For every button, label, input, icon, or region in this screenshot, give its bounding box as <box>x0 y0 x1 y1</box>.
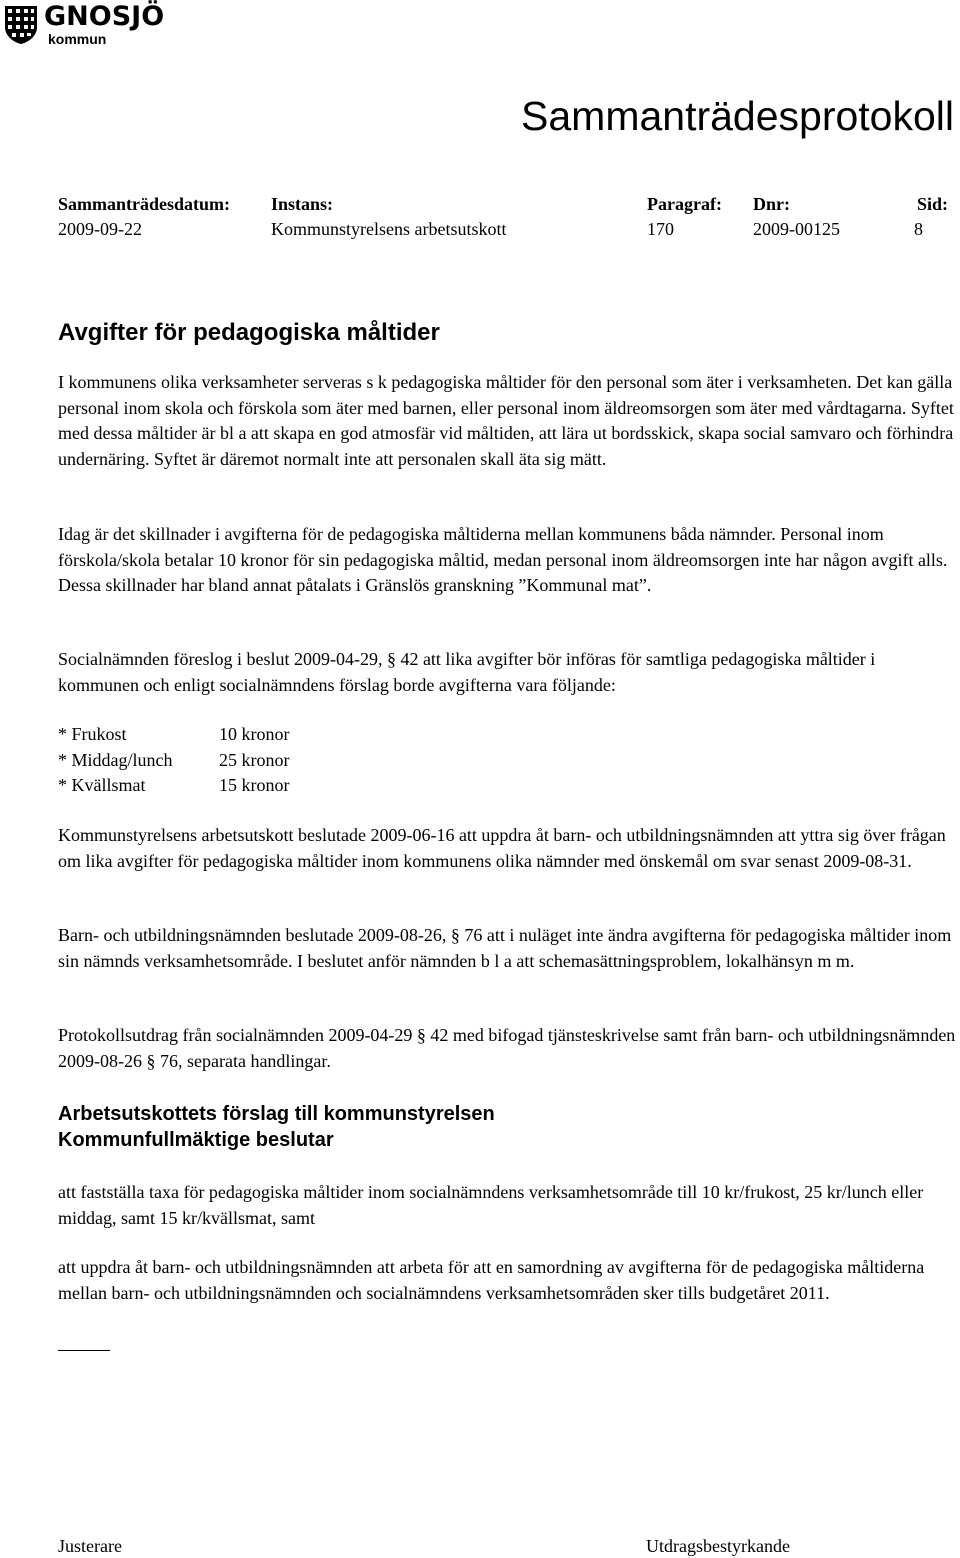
paragraph-education-committee: Barn- och utbildningsnämnden beslutade 2009-08-26, § 76 att i nuläget inte ändra avgifterna för pedagogiska måltider inom sin nämnds verksamhetsområde. I beslutet anför nämnden b l a att schemasättningsproblem, lokalhänsyn m m. <box>58 925 952 971</box>
paragraph-value: 170 <box>647 219 674 239</box>
body-value: Kommunstyrelsens arbetsutskott <box>271 219 507 239</box>
meeting-date-label: Sammanträdesdatum: <box>58 194 231 214</box>
fee-amount: 15 kronor <box>219 775 290 796</box>
municipal-crest-icon <box>4 5 38 45</box>
footer-justerare: Justerare <box>58 1536 122 1556</box>
end-rule <box>58 1350 110 1351</box>
fee-amount: 25 kronor <box>219 749 290 770</box>
proposal-heading: Arbetsutskottets förslag till kommunstyrelsen <box>58 1103 495 1125</box>
fee-row <box>58 773 290 799</box>
paragraph-label: Paragraf: <box>647 194 722 214</box>
decision-heading: Kommunfullmäktige beslutar <box>58 1129 334 1151</box>
page-label: Sid: <box>916 194 948 214</box>
paragraph-background: I kommunens olika verksamheter serveras s k pedagogiska måltider för den personal som äter i verksamheten. Det kan gälla personal inom skola och förskola som äter med barnen, eller personal inom äldreomsorgen som äter med vårdtagarna. Syftet med dessa måltider är bl a att skapa en god atmosfär vid måltiden, att lära ut bordsskick, skapa social samvaro och förhindra undernäring. Syftet är däremot normalt inte att personalen skall äta sig mätt. <box>58 372 954 469</box>
section-heading: Avgifter för pedagogiska måltider <box>58 319 440 346</box>
body-label: Instans: <box>271 194 334 214</box>
meeting-date-value: 2009-09-22 <box>58 219 142 239</box>
municipality-logo <box>4 3 179 51</box>
case-number-label: Dnr: <box>753 194 790 214</box>
logo-brand-subtitle: kommun <box>48 31 107 47</box>
decision-item-coordination: att uppdra åt barn- och utbildningsnämnden att arbeta för att en samordning av avgifterna för de pedagogiska måltiderna mellan barn- och utbildningsnämnden och socialnämndens verksamhetsområden sker tills budgetåret 2011. <box>58 1257 925 1303</box>
fee-item: * Frukost <box>58 724 127 744</box>
paragraph-differences: Idag är det skillnader i avgifterna för de pedagogiska måltiderna mellan kommunens båda nämnder. Personal inom förskola/skola betalar 10 kronor för sin pedagogiska måltid, medan personal inom äldreomsorgen inte har någon avgift alls. Dessa skillnader har bland annat påtalats i Gränslös granskning ”Kommunal mat”. <box>58 524 948 596</box>
fee-row <box>58 748 290 774</box>
fee-item: * Kvällsmat <box>58 775 146 796</box>
paragraph-social-committee: Socialnämnden föreslog i beslut 2009-04-29, § 42 att lika avgifter bör införas för samtliga pedagogiska måltider i kommunen och enligt socialnämndens förslag borde avgifterna vara följande: <box>58 649 876 695</box>
footer-utdragsbestyrkande: Utdragsbestyrkande <box>646 1536 790 1556</box>
fee-amount: 10 kronor <box>219 724 290 744</box>
fee-row <box>58 722 290 748</box>
logo-brand-name: GNOSJÖ <box>44 1 165 32</box>
case-number-value: 2009-00125 <box>753 219 840 239</box>
fee-item: * Middag/lunch <box>58 749 173 770</box>
paragraph-attachments: Protokollsutdrag från socialnämnden 2009-04-29 § 42 med bifogad tjänsteskrivelse samt från barn- och utbildningsnämnden 2009-08-26 § 76, separata handlingar. <box>58 1025 956 1071</box>
page-value: 8 <box>914 219 923 239</box>
decision-item-rates: att fastställa taxa för pedagogiska måltider inom socialnämndens verksamhetsområde till 10 kr/frukost, 25 kr/lunch eller middag, samt 15 kr/kvällsmat, samt <box>58 1182 924 1228</box>
paragraph-executive-decision: Kommunstyrelsens arbetsutskott beslutade 2009-06-16 att uppdra åt barn- och utbildningsnämnden att yttra sig över frågan om lika avgifter för pedagogiska måltider inom kommunens olika nämnder med önskemål om svar senast 2009-08-31. <box>58 825 946 871</box>
document-title: Sammanträdesprotokoll <box>521 93 954 139</box>
fee-list <box>58 722 290 799</box>
